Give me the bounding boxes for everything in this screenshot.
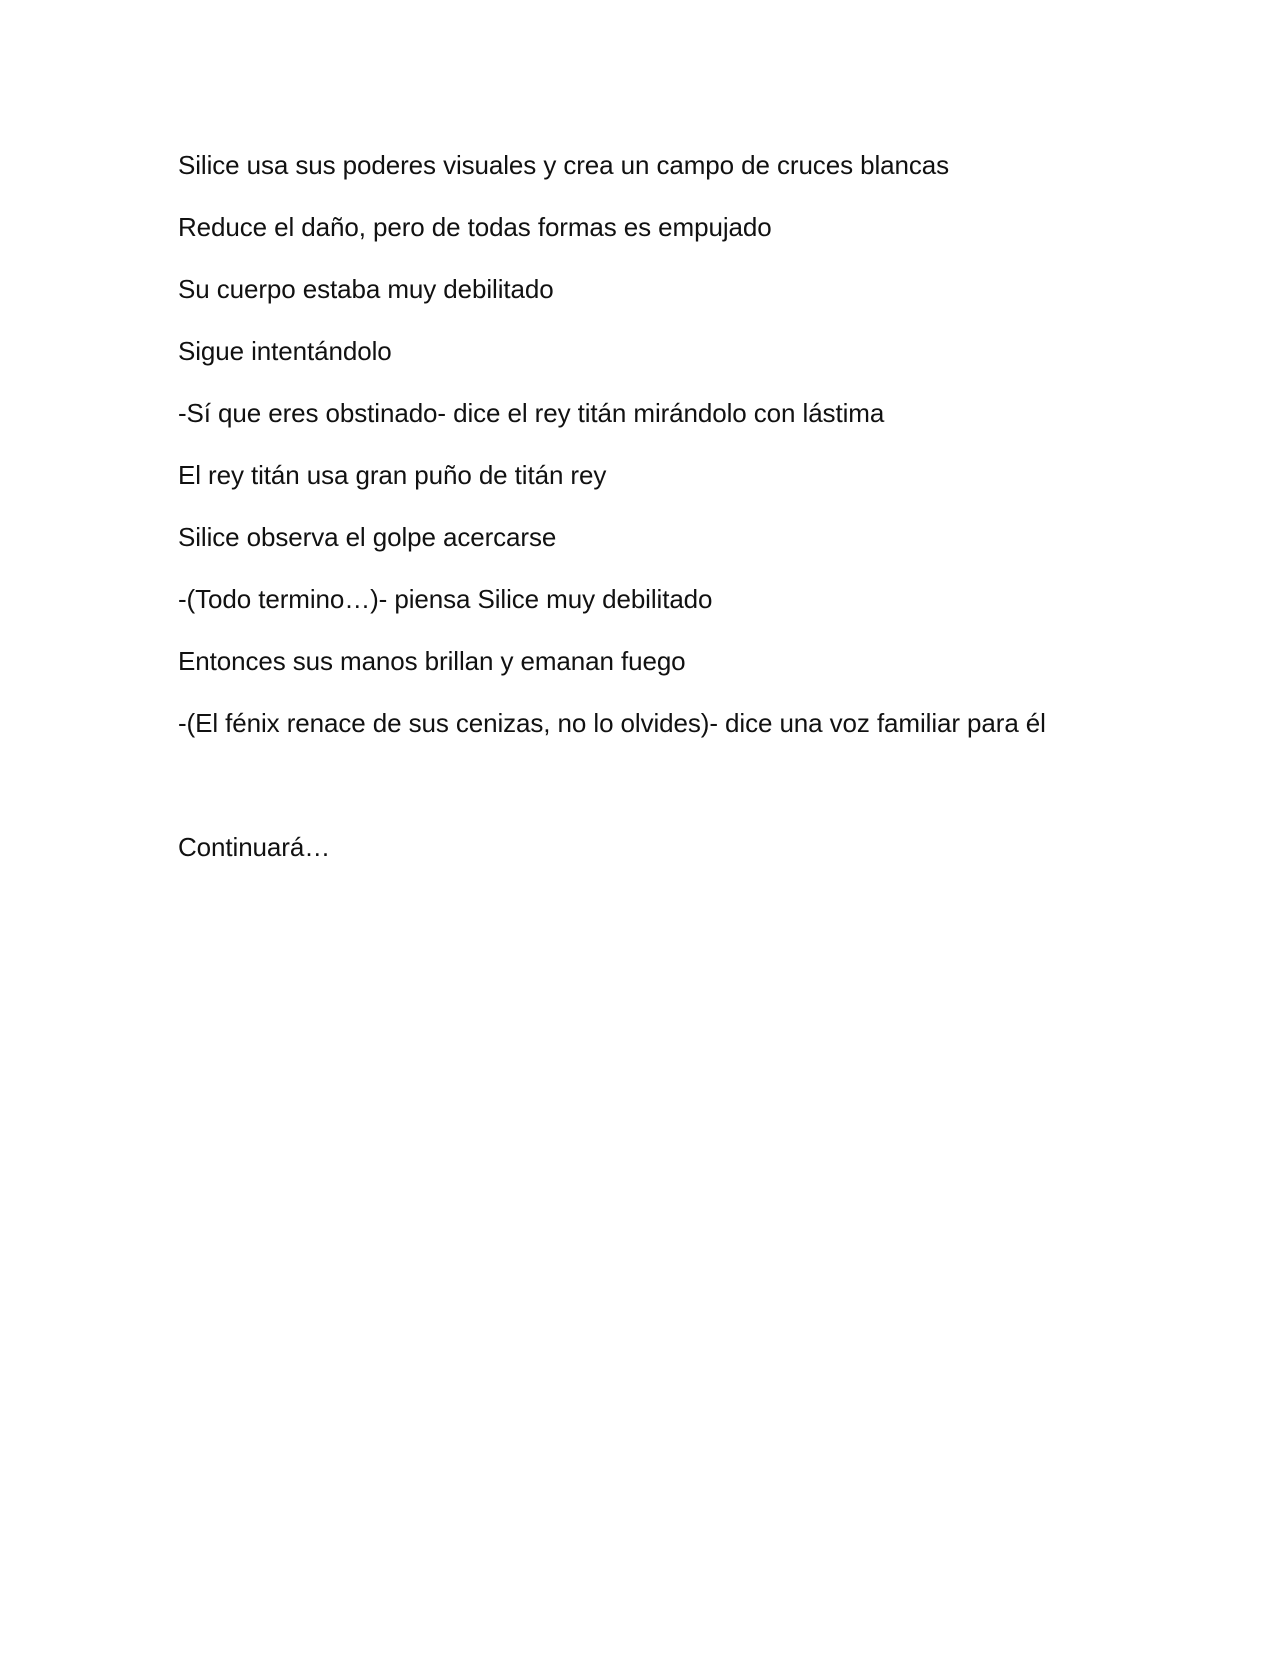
- paragraph: Reduce el daño, pero de todas formas es empujado: [178, 212, 772, 242]
- document-body: [178, 148, 1178, 892]
- paragraph: Silice usa sus poderes visuales y crea un campo de cruces blancas: [178, 150, 950, 180]
- paragraph: -Sí que eres obstinado- dice el rey titán mirándolo con lástima: [178, 398, 885, 428]
- paragraph: Silice observa el golpe acercarse: [178, 522, 557, 552]
- closing-text: Continuará…: [178, 832, 331, 862]
- blank-line: [178, 768, 1178, 830]
- paragraph: Entonces sus manos brillan y emanan fuego: [178, 646, 686, 676]
- paragraph: El rey titán usa gran puño de titán rey: [178, 460, 607, 490]
- paragraph: Su cuerpo estaba muy debilitado: [178, 274, 554, 304]
- paragraph: Sigue intentándolo: [178, 336, 392, 366]
- paragraph: -(El fénix renace de sus cenizas, no lo olvides)- dice una voz familiar para él: [178, 708, 1046, 738]
- paragraph: -(Todo termino…)- piensa Silice muy debilitado: [178, 584, 713, 614]
